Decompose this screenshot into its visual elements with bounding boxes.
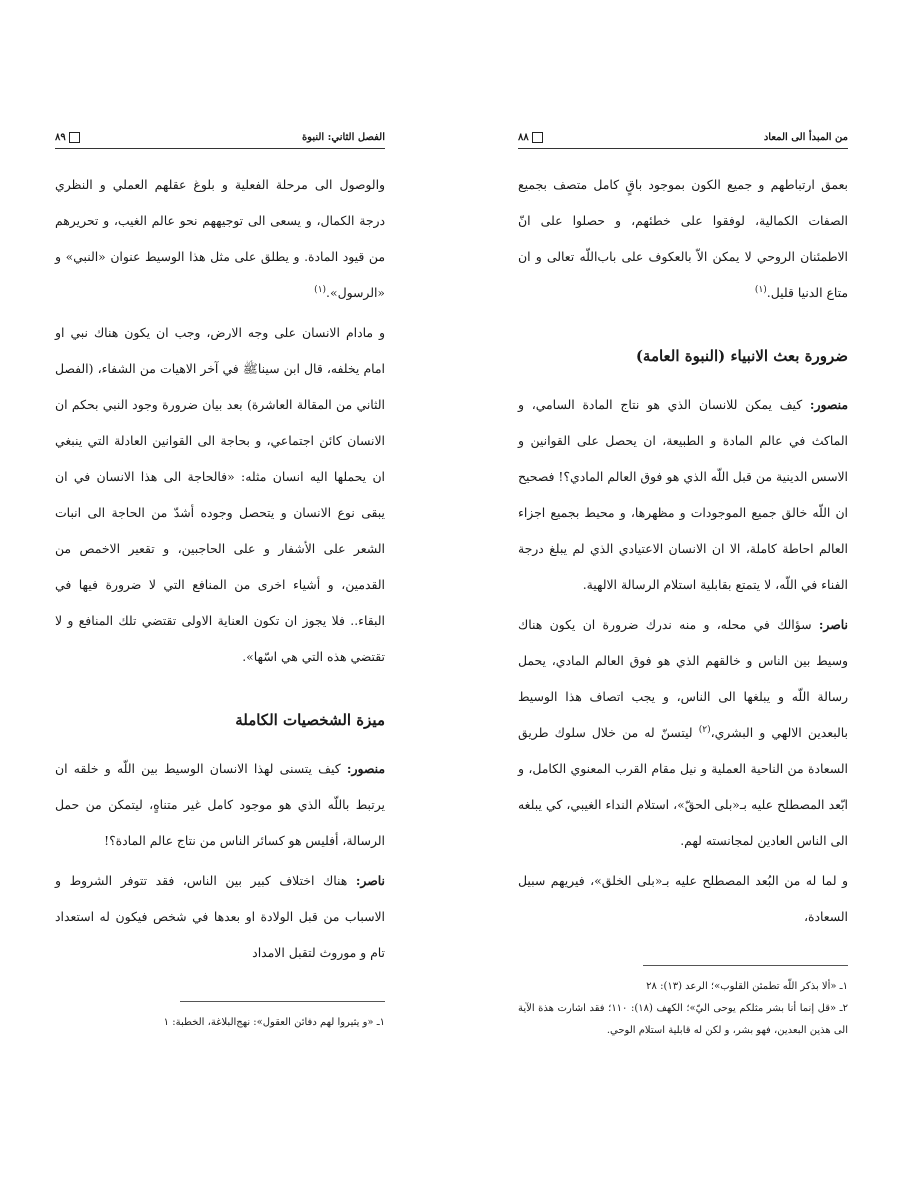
footnote: ٢ـ «قل إنما أنا بشر مثلكم يوحى اليّ»؛ الكهف (١٨): ١١٠؛ فقد اشارت هذة الآية الى هذين البعدين، فهو بشر، و لكن له قابلية استلام الوحي.	[518, 1003, 848, 1036]
footnote-divider	[643, 965, 848, 966]
left-page	[55, 132, 385, 1034]
paragraph-text: و مادام الانسان على وجه الارض، وجب ان يكون هناك نبي او امام يخلفه، قال ابن سيناﷺ في آخر الاهيات من الشفاء، (الفصل الثاني من المقالة العاشرة) بعد بيان ضرورة وجود النبي بحكم ان الانسان كائن اجتماعي، و بحاجة الى القوانين العادلة التي ينبغي ان يحملها اليه انسان مثله: «فالحاجة الى هذا الانسان في ان يبقى نوع الانسان و يتحصل وجوده أشدّ من الحاجة الى انبات الشعر على الأشفار و على الحاجبين، و تقعير الاخمص من القدمين، و أشياء اخرى من المنافع التي لا ضرورة فيها في البقاء.. فلا يجوز ان تكون العناية الاولى تقتضي تلك المنافع و لا تقتضي هذه التي هي اسّها».	[55, 325, 385, 664]
paragraph	[55, 315, 385, 675]
dialogue-paragraph	[55, 751, 385, 859]
paragraph	[518, 863, 848, 935]
page-number	[55, 132, 80, 143]
footnote: ١ـ «و يثيروا لهم دفائن العقول»: نهج‌البلاغة، الخطبة: ١	[163, 1017, 385, 1028]
footnote-ref: (١)	[314, 284, 327, 295]
footnote-divider	[180, 1001, 385, 1002]
paragraph-text: كيف يمكن للانسان الذي هو نتاج المادة السامي، و الماكث في عالم المادة و الطبيعة، ان يحصل على القوانين و الاسس الدينية من قبل اللّه الذي هو فوق العالم المادي؟! فصحيح ان اللّه خالق جميع الموجودات و مظهرها، و محيط بجميع اجزاء العالم احاطة كاملة، الا ان الانسان الاعتيادي الذي لم يبلغ درجة الفناء في اللّه، لا يتمتع بقابلية استلام الرسالة الالهية.	[518, 397, 848, 592]
dialogue-paragraph	[518, 607, 848, 859]
paragraph-text: ليتسنّ له من خلال سلوك طريق السعادة من الناحية العملية و نيل مقام القرب المعنوي الكامل، و ابّعد المصطلح عليه بـ«بلى الحقّ»، استلام النداء الغيبي، كي يبلغه الى الناس العادين لمجانسته لهم.	[518, 725, 848, 848]
page-number-text: ٨٩	[55, 132, 66, 143]
speaker-name: ناصر:	[818, 617, 848, 632]
page-number-text: ٨٨	[518, 132, 529, 143]
dialogue-paragraph	[518, 387, 848, 603]
speaker-name: منصور:	[346, 761, 385, 776]
paragraph-text: والوصول الى مرحلة الفعلية و بلوغ عقلهم العملي و النظري درجة الكمال، و يسعى الى توجيههم نحو عالم الغيب، و تحريرهم من قيود المادة. و يطلق على مثل هذا الوسيط عنوان «النبي» و «الرسول».	[55, 177, 385, 300]
running-head	[518, 132, 848, 149]
running-title: الفصل الثاني: النبوة	[301, 132, 385, 143]
section-heading: ضرورة بعث الانبياء (النبوة العامة)	[635, 347, 848, 365]
paragraph	[518, 167, 848, 311]
paragraph-text: بعمق ارتباطهم و جميع الكون بموجود باقٍ كامل متصف بجميع الصفات الكمالية، لوفقوا على خطئهم، و حصلوا على انّ الاطمئنان الروحي لا يمكن الاّ بالعكوف على باب‌اللّه تعالى و ان متاع الدنيا قليل.	[518, 177, 848, 300]
speaker-name: ناصر:	[355, 873, 385, 888]
footnote: ١ـ «ألا بذكر اللّه تطمئن القلوب»؛ الرعد (١٣): ٢٨	[646, 981, 848, 992]
page-number	[518, 132, 543, 143]
section-heading: ميزة الشخصيات الكاملة	[235, 711, 385, 729]
page-marker-icon	[532, 132, 543, 143]
footnote-ref: (١)	[754, 284, 767, 295]
paragraph	[55, 167, 385, 311]
running-head	[55, 132, 385, 149]
dialogue-paragraph	[55, 863, 385, 971]
speaker-name: منصور:	[809, 397, 848, 412]
running-title: من المبدأ الى المعاد	[763, 132, 848, 143]
paragraph-text: هناك اختلاف كبير بين الناس، فقد تتوفر الشروط و الاسباب من قبل الولادة او بعدها في شخص فيكون له استعداد تام و موروث لتقبل الامداد	[55, 873, 385, 960]
paragraph-text: كيف يتسنى لهذا الانسان الوسيط بين اللّه و خلقه ان يرتبط باللّه الذي هو موجود كامل غير متناهٍ، ليتمكن من حمل الرسالة، أفليس هو كسائر الناس من نتاج عالم المادة؟!	[55, 761, 385, 848]
right-page	[518, 132, 848, 1042]
page-marker-icon	[69, 132, 80, 143]
footnote-ref: (٢)	[698, 724, 711, 735]
paragraph-text: و لما له من البُعد المصطلح عليه بـ«بلى الخلق»، فيريهم سبيل السعادة،	[518, 873, 848, 924]
paragraph-text: سؤالك في محله، و منه ندرك ضرورة ان يكون هناك وسيط بين الناس و خالقهم الذي هو فوق العالم المادي، يحمل رسالة اللّه و يبلغها الى الناس، و يجب اتصاف هذا الوسيط بالبعدين الالهي و البشري،	[518, 617, 848, 740]
